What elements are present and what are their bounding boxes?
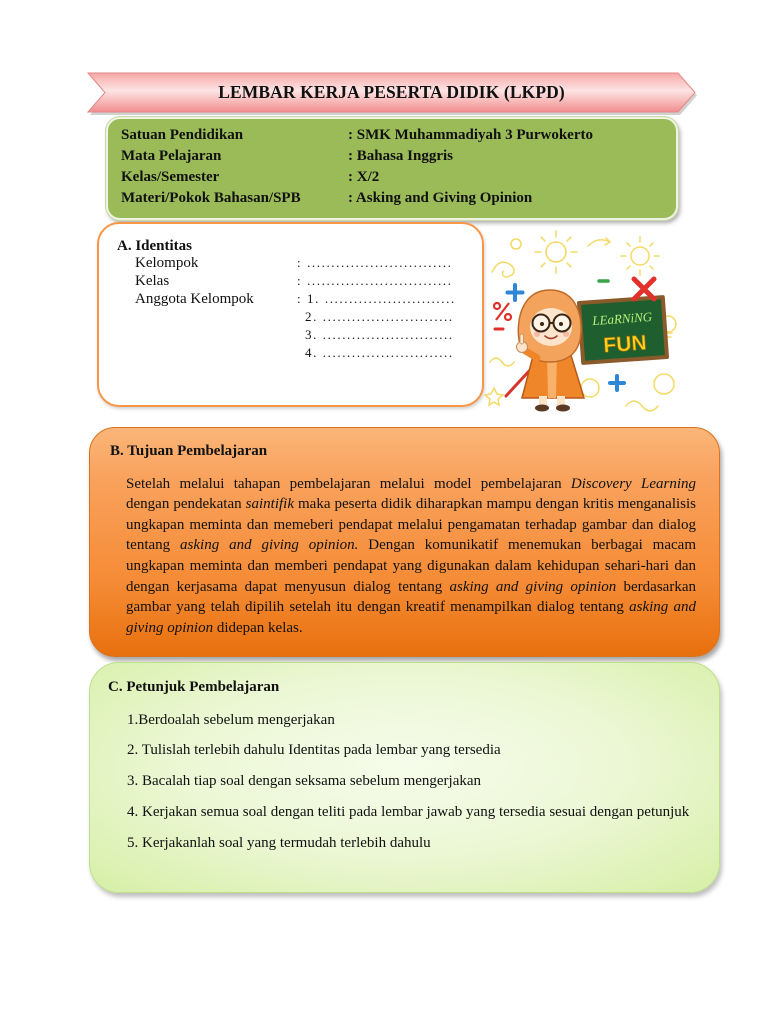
info-value: : SMK Muhammadiyah 3 Purwokerto [348,126,593,143]
identitas-label: Anggota Kelompok [135,291,254,307]
chalkboard-text-fun: FUN [602,331,648,358]
tujuan-italic-term: Discovery Learning [570,475,697,492]
plus-icon [508,285,523,300]
identitas-member-row [135,326,475,344]
circle-doodle [654,374,674,394]
info-label: Kelas/Semester [121,168,220,185]
identitas-member-row [135,308,475,326]
pointing-finger [520,334,524,344]
identitas-label: Kelompok [135,255,199,271]
sun-doodle-icon [621,237,659,275]
identitas-member-row [135,344,475,362]
circle-doodle [511,239,521,249]
eye [559,322,563,326]
chalkboard [577,295,669,365]
leg [539,396,547,406]
info-row-mata-pelajaran [121,146,671,167]
identitas-row-kelas [135,272,475,290]
multiply-icon [634,279,654,299]
tujuan-text-segment: dengan pendekatan [126,496,246,513]
tujuan-text-segment: didepan kelas. [213,619,303,636]
leg [557,396,565,406]
identitas-blank-line: 2. ........................... [305,309,454,324]
tujuan-heading: B. Tujuan Pembelajaran [110,443,268,459]
info-value: : Asking and Giving Opinion [348,189,533,206]
identitas-heading: A. Identitas [117,238,193,254]
info-value: : X/2 [348,168,380,185]
petunjuk-list [127,705,689,859]
petunjuk-item: 3. Bacalah tiap soal dengan seksama sebelum mengerjakan [127,773,482,790]
tujuan-italic-term: asking and giving opinion [126,599,696,636]
info-row-materi [121,188,671,209]
petunjuk-heading: C. Petunjuk Pembelajaran [108,679,280,695]
tujuan-text-segment: Dengan komunikatif menemukan berbagai macam ungkapan meminta dan memberi pendapat yang digunakan dalam kehidupan sehari-hari dan dengan kerjasama dapat menyusun dialog tentang [126,537,696,595]
info-label: Materi/Pokok Bahasan/SPB [121,189,301,206]
identitas-row-kelompok [135,254,475,272]
girl-character [506,290,584,412]
sun-doodle-icon [535,231,577,273]
tujuan-text-segment: maka peserta didik diharapkan mampu dengan kritis menganalisis ungkapan meminta dan memeberi pendapat melalui pengamatan terhadap gambar dan dialog tentang [126,496,697,554]
info-label: Mata Pelajaran [121,147,222,164]
swirl-doodle [492,262,514,277]
info-row-kelas-semester [121,167,671,188]
tujuan-italic-term: asking and giving opinion. [180,537,359,554]
petunjuk-item: 5. Kerjakanlah soal yang termudah terlebih dahulu [127,834,431,851]
petunjuk-item: 1.Berdoalah sebelum mengerjakan [127,711,335,728]
shoe [556,405,570,412]
star-doodle [485,388,503,405]
plus-icon [610,376,624,390]
learning-fun-illustration [484,228,682,414]
chalkboard-text-learning: LEaRNiNG [591,308,653,329]
page-title: LEMBAR KERJA PESERTA DIDIK (LKPD) [218,82,565,102]
identitas-blank-line: : .............................. [297,255,453,270]
tujuan-text-segment: Setelah melalui tahapan pembelajaran melalui model pembelajaran [126,475,571,492]
identitas-row-anggota [135,290,475,308]
info-label: Satuan Pendidikan [121,126,244,143]
tujuan-paragraph [126,474,696,639]
shoe [535,405,549,412]
petunjuk-item: 2. Tulislah terlebih dahulu Identitas pada lembar yang tersedia [127,742,501,759]
wave-doodle [626,401,658,411]
identitas-label: Kelas [135,273,170,289]
tujuan-italic-term: saintifik [245,496,294,513]
tujuan-text-segment: berdasarkan gambar yang telah dipilih setelah itu dengan kreatif menampilkan dialog tentang [126,578,696,616]
identitas-fields [135,254,475,362]
petunjuk-item: 4. Kerjakan semua soal dengan teliti pada lembar jawab yang tersedia sesuai dengan petunjuk [127,803,690,820]
wave-doodle [490,358,514,366]
identitas-blank-line: 4. ........................... [305,345,454,360]
identitas-blank-line: : 1. ........................... [297,291,456,306]
eye [540,322,544,326]
identitas-blank-line: : .............................. [297,273,453,288]
info-value: : Bahasa Inggris [348,147,454,164]
info-row-satuan-pendidikan [121,125,671,146]
circle-doodle [581,379,599,397]
arrow-doodle [588,238,610,246]
info-table [121,125,671,209]
percent-icon [494,303,511,320]
tujuan-italic-term: asking and giving opinion [449,578,617,595]
identitas-blank-line: 3. ........................... [305,327,454,342]
